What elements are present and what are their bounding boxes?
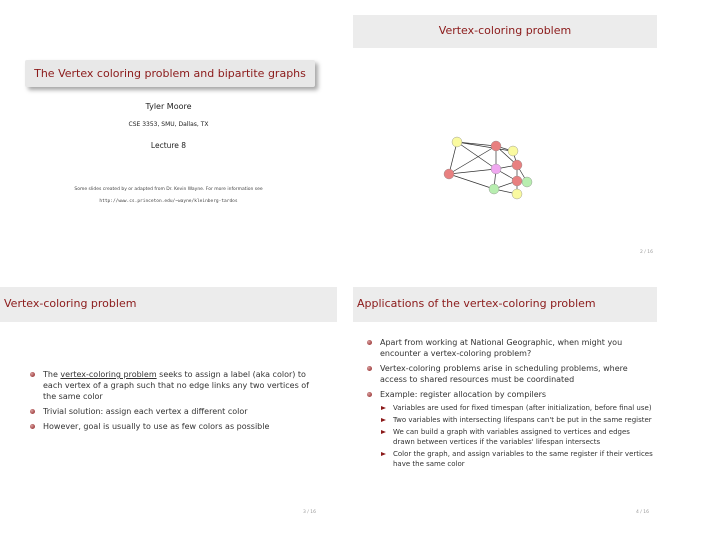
list-item: However, goal is usually to use as few colors as possible	[30, 421, 320, 432]
sub-list-item: We can build a graph with variables assigned to vertices and edges drawn between vertices if the variables' lifespan intersects	[380, 427, 653, 447]
bullet-icon	[30, 424, 35, 429]
credit-text: Some slides created by or adapted from Dr. Kevin Wayne. For more information see	[74, 187, 263, 192]
colored-graph	[353, 15, 657, 267]
presentation-title: The Vertex coloring problem and bipartite graphs	[34, 67, 306, 80]
graph-node	[452, 137, 462, 147]
page-number: 4 / 16	[636, 510, 649, 515]
graph-node	[508, 146, 518, 156]
graph-node	[444, 169, 454, 179]
frame-title: Applications of the vertex-coloring problem	[357, 297, 596, 310]
graph-node	[491, 141, 501, 151]
slide-2	[353, 15, 657, 267]
page-number: 2 / 16	[640, 250, 653, 255]
frame-title-bar	[0, 287, 337, 322]
bullet-icon	[30, 409, 35, 414]
triangle-bullet-icon	[381, 418, 386, 422]
graph-node	[512, 176, 522, 186]
sub-list-item: Variables are used for fixed timespan (after initialization, before final use)	[380, 403, 653, 413]
term-vertex-coloring: vertex-coloring problem	[60, 370, 157, 379]
graph-node	[489, 184, 499, 194]
triangle-bullet-icon	[381, 430, 386, 434]
bullet-icon	[367, 366, 372, 371]
graph-node	[522, 177, 532, 187]
bullet-list	[30, 369, 320, 436]
slide-1	[0, 15, 337, 267]
page-number: 3 / 16	[303, 510, 316, 515]
frame-title: Vertex-coloring problem	[438, 24, 572, 37]
triangle-bullet-icon	[381, 452, 386, 456]
list-item: Trivial solution: assign each vertex a different color	[30, 406, 320, 417]
affiliation: CSE 3353, SMU, Dallas, TX	[128, 121, 209, 128]
sub-list-item: Color the graph, and assign variables to the same register if their vertices have the same color	[380, 449, 653, 469]
author: Tyler Moore	[145, 102, 192, 111]
graph-node	[512, 160, 522, 170]
list-item: Apart from working at National Geographic, when might you encounter a vertex-coloring problem?	[367, 337, 653, 359]
credit-url[interactable]: http://www.cs.princeton.edu/~wayne/kleinberg-tardos	[99, 199, 238, 204]
lecture-label: Lecture 8	[150, 141, 187, 150]
bullet-icon	[367, 340, 372, 345]
frame-title-bar	[353, 287, 657, 322]
sub-bullet-list	[380, 403, 653, 469]
graph-node	[512, 189, 522, 199]
bullet-icon	[367, 392, 372, 397]
bullet-list	[367, 337, 653, 473]
list-item: Vertex-coloring problems arise in scheduling problems, where access to shared resources must be coordinated	[367, 363, 653, 385]
list-item: Example: register allocation by compilers Variables are used for fixed timespan (after initialization, before final use) Two variables with intersecting lifespans can't be put in the same register We can build a graph with variables assigned to vertices and edges drawn between vertices if the variables' lifespan intersects Color the graph, and assign variables to the same register if their vertices have the same color	[367, 389, 653, 469]
slide-4	[353, 287, 657, 527]
graph-node	[491, 164, 501, 174]
sub-list-item: Two variables with intersecting lifespans can't be put in the same register	[380, 415, 653, 425]
slide-3	[0, 287, 337, 527]
list-item: The vertex-coloring problem seeks to assign a label (aka color) to each vertex of a graph such that no edge links any two vertices of the same color	[30, 369, 320, 402]
bullet-icon	[30, 372, 35, 377]
title-box	[25, 60, 315, 87]
frame-title: Vertex-coloring problem	[4, 297, 137, 310]
triangle-bullet-icon	[381, 406, 386, 410]
